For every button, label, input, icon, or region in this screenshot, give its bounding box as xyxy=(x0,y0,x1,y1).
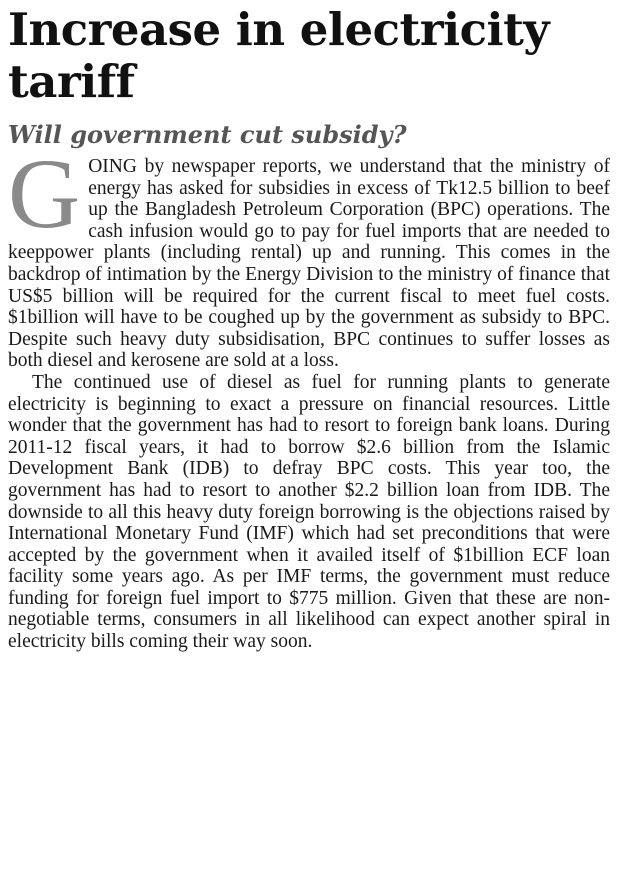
subheadline: Will government cut subsidy? xyxy=(8,120,407,149)
article-body xyxy=(8,138,610,653)
paragraph-2: The continued use of diesel as fuel for running plants to generate electricity is beginning to exact a pressure on financial resources. Little wonder that the government has had to resort to foreign bank loans. During 2011-12 fiscal years, it had to borrow $2.6 billion from the Islamic Development Bank (IDB) to defray BPC costs. This year too, the government has had to resort to another $2.2 billion loan from IDB. The downside to all this heavy duty foreign borrowing is the objections raised by International Monetary Fund (IMF) which had set preconditions that were accepted by the government when it availed itself of $1billion ECF loan facility some years ago. As per IMF terms, the government must reduce funding for foreign fuel import to $775 million. Given that these are non-negotiable terms, consumers in all likelihood can expect another spiral in electricity bills coming their way soon. xyxy=(8,371,610,653)
headline: Increase in electricity tariff xyxy=(8,3,550,108)
drop-cap: G xyxy=(8,138,81,249)
paragraph-1 xyxy=(8,138,610,372)
article xyxy=(8,4,610,653)
paragraph-1-text: OING by newspaper reports, we understand that the ministry of energy has asked for subsidies in excess of Tk12.5 billion to beef up the Bangladesh Petroleum Corporation (BPC) operations. The cash infusion would go to pay for fuel imports that are needed to keeppower plants (including rental) up and running. This comes in the backdrop of intimation by the Energy Division to the ministry of finance that US$5 billion will be required for the current fiscal to meet fuel costs. $1billion will have to be coughed up by the government as subsidy to BPC. Despite such heavy duty subsidisation, BPC continues to suffer losses as both diesel and kerosene are sold at a loss. xyxy=(8,156,610,372)
